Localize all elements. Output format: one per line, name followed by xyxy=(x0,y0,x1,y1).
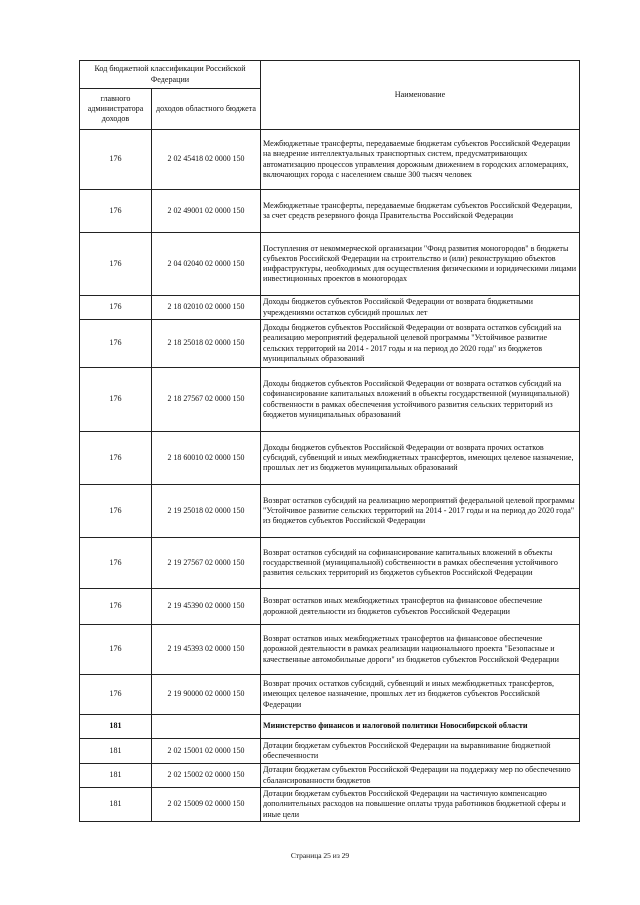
table-row xyxy=(80,296,580,320)
name-cell: Поступления от некоммерческой организации "Фонд развития моногородов" в бюджеты субъектов Российской Федерации на строительство и (или) реконструкцию объектов инфраструктуры, необходимых для осуществления физическими и юридическими лицами инвестиционных проектов в моногородах xyxy=(261,233,580,296)
admin-code-cell: 181 xyxy=(80,788,152,822)
page-footer: Страница 25 из 29 xyxy=(290,851,350,860)
table-row xyxy=(80,190,580,233)
budget-code-cell: 2 02 45418 02 0000 150 xyxy=(152,130,261,190)
admin-code-cell: 176 xyxy=(80,190,152,233)
budget-code-cell: 2 19 45390 02 0000 150 xyxy=(152,589,261,625)
budget-code-cell: 2 19 90000 02 0000 150 xyxy=(152,675,261,715)
table-row xyxy=(80,715,580,739)
admin-code-cell: 176 xyxy=(80,625,152,675)
admin-code-cell: 176 xyxy=(80,368,152,432)
table-row xyxy=(80,625,580,675)
name-cell: Возврат прочих остатков субсидий, субвенций и иных межбюджетных трансфертов, имеющих целевое назначение, прошлых лет из бюджетов субъектов Российской Федерации xyxy=(261,675,580,715)
name-cell: Возврат остатков субсидий на реализацию мероприятий федеральной целевой программы "Устойчивое развитие сельских территорий на 2014 - 2017 годы и на период до 2020 года" из бюджетов субъектов Российской Федерации xyxy=(261,485,580,538)
name-cell: Дотации бюджетам субъектов Российской Федерации на частичную компенсацию дополнительных расходов на повышение оплаты труда работников бюджетной сферы и иные цели xyxy=(261,788,580,822)
admin-code-cell: 176 xyxy=(80,589,152,625)
header-admin: главного администратора доходов xyxy=(80,89,152,130)
admin-code-cell: 176 xyxy=(80,675,152,715)
budget-code-cell: 2 18 60010 02 0000 150 xyxy=(152,432,261,485)
name-cell: Возврат остатков иных межбюджетных трансфертов на финансовое обеспечение дорожной деятельности из бюджетов субъектов Российской Федерации xyxy=(261,589,580,625)
budget-code-cell: 2 04 02040 02 0000 150 xyxy=(152,233,261,296)
table-row xyxy=(80,764,580,788)
name-cell: Возврат остатков субсидий на софинансирование капитальных вложений в объекты государственной (муниципальной) собственности в рамках обеспечения устойчивого развития сельских территорий из бюджетов субъектов Российской Федерации xyxy=(261,538,580,589)
name-cell: Доходы бюджетов субъектов Российской Федерации от возврата прочих остатков субсидий, субвенций и иных межбюджетных трансфертов, имеющих целевое назначение, прошлых лет из бюджетов муниципальных образований xyxy=(261,432,580,485)
budget-code-cell: 2 18 02010 02 0000 150 xyxy=(152,296,261,320)
table-row xyxy=(80,233,580,296)
budget-code-cell: 2 02 49001 02 0000 150 xyxy=(152,190,261,233)
budget-code-cell xyxy=(152,715,261,739)
budget-classification-table xyxy=(79,60,580,822)
admin-code-cell: 176 xyxy=(80,432,152,485)
table-row xyxy=(80,675,580,715)
name-cell: Доходы бюджетов субъектов Российской Федерации от возврата остатков субсидий на софинансирование капитальных вложений в объекты государственной (муниципальной) собственности в рамках обеспечения устойчивого развития сельских территорий из бюджетов муниципальных образований xyxy=(261,368,580,432)
name-cell: Дотации бюджетам субъектов Российской Федерации на поддержку мер по обеспечению сбалансированности бюджетов xyxy=(261,764,580,788)
budget-code-cell: 2 19 27567 02 0000 150 xyxy=(152,538,261,589)
table-row xyxy=(80,368,580,432)
table-row xyxy=(80,485,580,538)
name-cell: Возврат остатков иных межбюджетных трансфертов на финансовое обеспечение дорожной деятельности в рамках реализации национального проекта "Безопасные и качественные автомобильные дороги" из бюджетов субъектов Российской Федерации xyxy=(261,625,580,675)
name-cell: Министерство финансов и налоговой политики Новосибирской области xyxy=(261,715,580,739)
header-budget-code: доходов областного бюджета xyxy=(152,89,261,130)
table-row xyxy=(80,130,580,190)
admin-code-cell: 181 xyxy=(80,715,152,739)
admin-code-cell: 181 xyxy=(80,739,152,764)
table-row xyxy=(80,788,580,822)
budget-code-cell: 2 02 15009 02 0000 150 xyxy=(152,788,261,822)
budget-code-cell: 2 19 45393 02 0000 150 xyxy=(152,625,261,675)
table-row xyxy=(80,589,580,625)
table-row xyxy=(80,320,580,368)
budget-code-cell: 2 02 15001 02 0000 150 xyxy=(152,739,261,764)
admin-code-cell: 176 xyxy=(80,485,152,538)
name-cell: Доходы бюджетов субъектов Российской Федерации от возврата остатков субсидий на реализацию мероприятий федеральной целевой программы "Устойчивое развитие сельских территорий на 2014 - 2017 годы и на период до 2020 года" из бюджетов муниципальных образований xyxy=(261,320,580,368)
admin-code-cell: 176 xyxy=(80,233,152,296)
budget-code-cell: 2 18 25018 02 0000 150 xyxy=(152,320,261,368)
table-row xyxy=(80,538,580,589)
header-code-group: Код бюджетной классификации Российской Федерации xyxy=(80,61,261,89)
name-cell: Межбюджетные трансферты, передаваемые бюджетам субъектов Российской Федерации на внедрение интеллектуальных транспортных систем, предусматривающих автоматизацию процессов управления дорожным движением в городских агломерациях, включающих города с населением свыше 300 тысяч человек xyxy=(261,130,580,190)
admin-code-cell: 176 xyxy=(80,296,152,320)
admin-code-cell: 176 xyxy=(80,538,152,589)
budget-code-cell: 2 19 25018 02 0000 150 xyxy=(152,485,261,538)
name-cell: Доходы бюджетов субъектов Российской Федерации от возврата бюджетными учреждениями остатков субсидий прошлых лет xyxy=(261,296,580,320)
budget-code-cell: 2 02 15002 02 0000 150 xyxy=(152,764,261,788)
header-name: Наименование xyxy=(261,61,580,130)
admin-code-cell: 181 xyxy=(80,764,152,788)
header-row-group xyxy=(80,61,580,89)
name-cell: Дотации бюджетам субъектов Российской Федерации на выравнивание бюджетной обеспеченности xyxy=(261,739,580,764)
admin-code-cell: 176 xyxy=(80,130,152,190)
name-cell: Межбюджетные трансферты, передаваемые бюджетам субъектов Российской Федерации, за счет средств резервного фонда Правительства Российской Федерации xyxy=(261,190,580,233)
admin-code-cell: 176 xyxy=(80,320,152,368)
table-row xyxy=(80,432,580,485)
budget-code-cell: 2 18 27567 02 0000 150 xyxy=(152,368,261,432)
table-row xyxy=(80,739,580,764)
